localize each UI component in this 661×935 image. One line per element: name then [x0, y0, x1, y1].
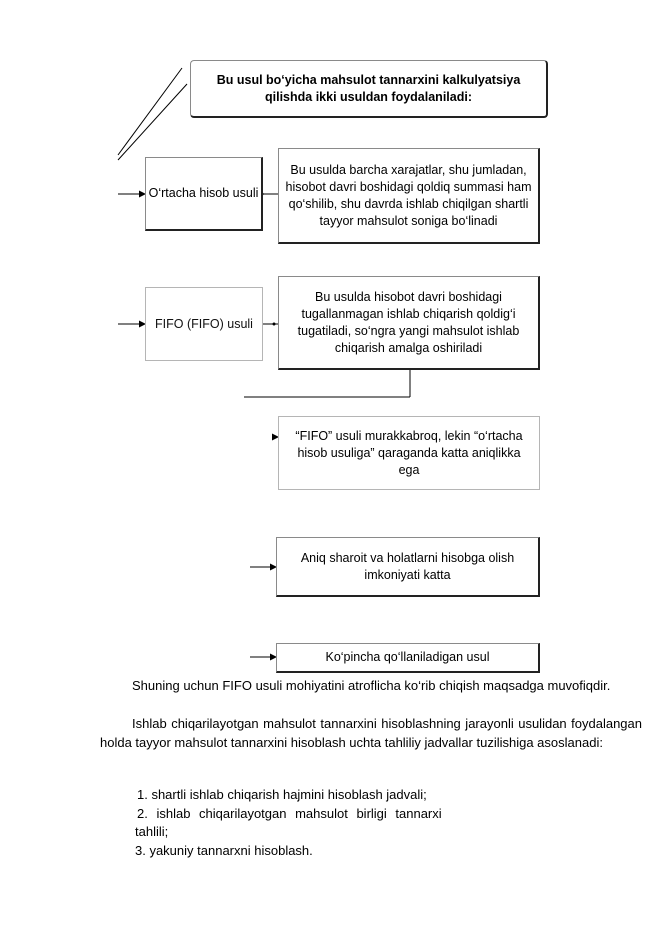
paragraph-1 [100, 677, 642, 696]
desc-text: Bu usulda hisobot davri boshidagi tugallanmagan ishlab chiqarish qoldig‘i tugatiladi, so‘ngra yangi mahsulot ishlab chiqarish amalga oshiriladi [297, 289, 520, 355]
header-text: Bu usul bo‘yicha mahsulot tannarxini kalkulyatsiya qilishda ikki usuldan foydalaniladi: [216, 72, 521, 104]
paragraph-2 [100, 715, 642, 752]
desc-box-fifo [278, 276, 540, 370]
desc-text: Ko‘pincha qo‘llaniladigan usul [325, 650, 490, 664]
diagonal-connector [118, 68, 182, 155]
desc-box-ortacha [278, 148, 540, 244]
list-item: 2. ishlab chiqarilayotgan mahsulot birligi tannarxi [137, 805, 442, 821]
desc-text: Aniq sharoit va holatlarni hisobga olish imkoniyati katta [300, 550, 515, 582]
desc-box-murakkab [278, 416, 540, 490]
list-item: 1. shartli ishlab chiqarish hajmini hisoblash jadvali; [137, 787, 427, 802]
link-dot [273, 323, 276, 326]
desc-text: Bu usulda barcha xarajatlar, shu jumladan, hisobot davri boshidagi qoldiq summasi ham qo‘shilib, shu davrda ishlab chiqilgan shartli tayyor mahsulot soniga bo‘linadi [285, 162, 532, 228]
list-item: 3. yakuniy tannarxni hisoblash. [135, 842, 313, 858]
method-label: FIFO (FIFO) usuli [155, 316, 253, 331]
paragraph-text: Ishlab chiqarilayotgan mahsulot tannarxini hisoblashning jarayonli usulidan foydalangan holda tayyor mahsulot tannarxini hisoblash uchta tahliliy jadvallar tuzilishiga asoslanadi: [100, 716, 642, 750]
diagonal-connector [118, 84, 187, 160]
desc-text: “FIFO” usuli murakkabroq, lekin “o‘rtacha hisob usuliga” qaraganda katta aniqlikka ega [295, 428, 523, 477]
method-box-ortacha [145, 157, 263, 231]
header-box [190, 60, 548, 118]
list-item: tahlili; [135, 824, 169, 839]
method-box-fifo [145, 287, 263, 361]
paragraph-text: Shuning uchun FIFO usuli mohiyatini atroflicha ko‘rib chiqish maqsadga muvofiqdir. [132, 678, 611, 693]
desc-box-aniq [276, 537, 540, 597]
method-label: O‘rtacha hisob usuli [148, 186, 259, 200]
desc-box-kopincha [276, 643, 540, 673]
numbered-list [135, 786, 442, 860]
